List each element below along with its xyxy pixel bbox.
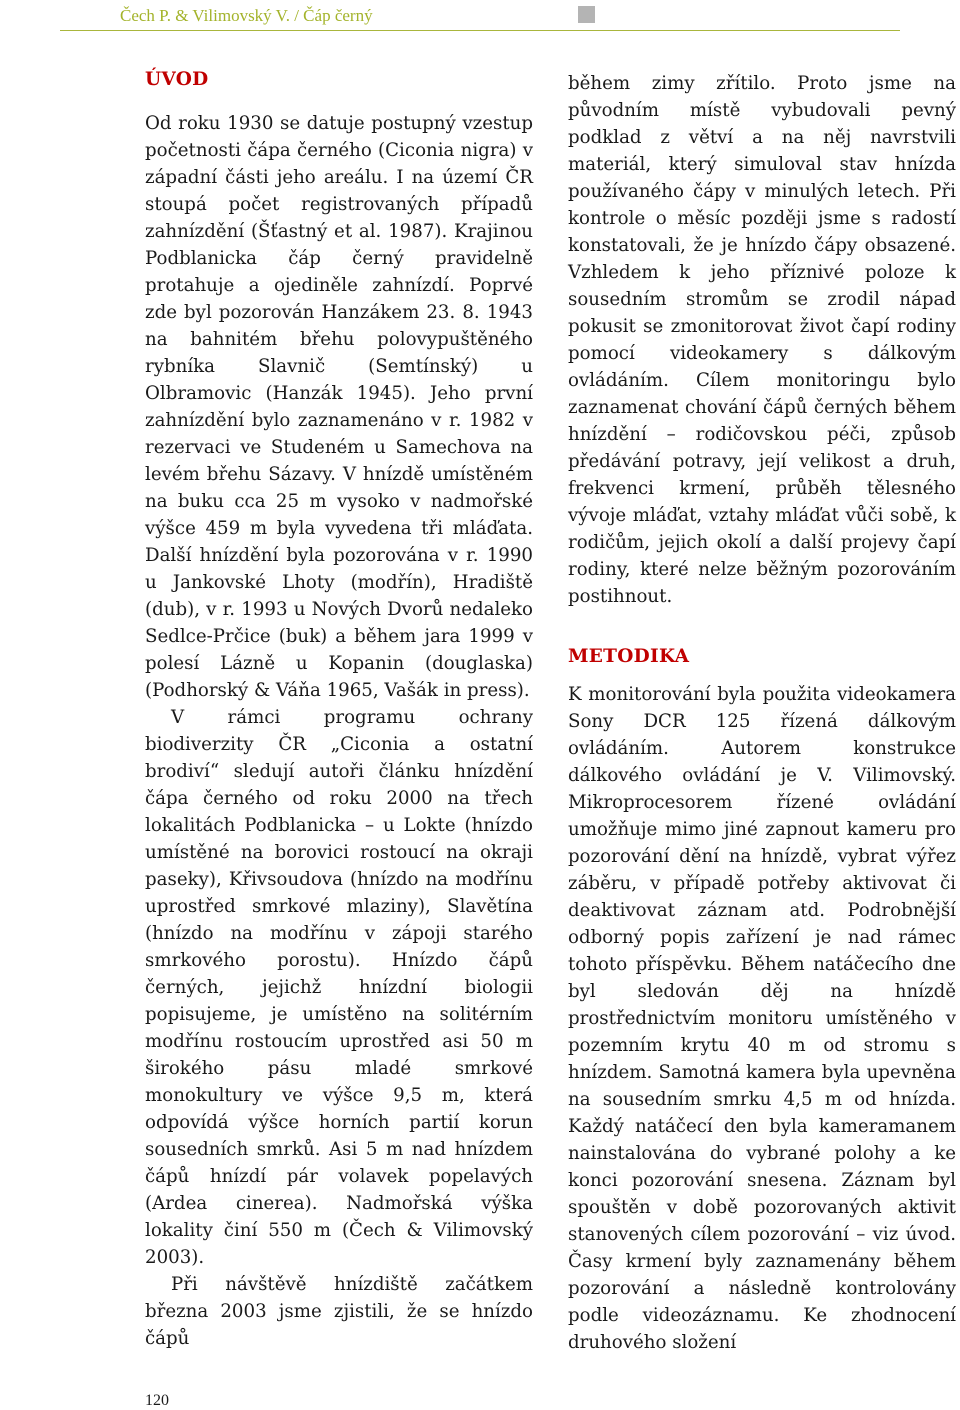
intro-paragraph-3: Při návštěvě hnízdiště začátkem března 2003 jsme zjistili, že se hnízdo čápů [145, 1274, 533, 1349]
intro-paragraph-2: V rámci programu ochrany biodiverzity ČR „Ciconia a ostatní brodiví“ sledují autoři článku hnízdění čápa černého od roku 2000 na třech lokalitách Podblanicka – u Lokte (hnízdo umístěné na borovici rostoucí na okraji paseky), Křivsoudova (hnízdo na modřínu uprostřed smrkové mlaziny), Slavětína (hnízdo na modřínu v zápoji starého smrkového porostu). Hnízdo čápů černých, jejichž hnízdní biologii popisujeme, je umístěno na solitérním modřínu rostoucím uprostřed asi 50 m širokého pásu mladé smrkové monokultury ve výšce 9,5 m, která odpovídá výšce horních partií korun sousedních smrků. Asi 5 m nad hnízdem čápů hnízdí pár volavek popelavých (Ardea cinerea). Nadmořská výška lokality činí 550 m (Čech & Vilimovský 2003). [145, 707, 533, 1268]
intro-paragraph-3-continued: během zimy zřítilo. Proto jsme na původním místě vybudovali pevný podklad z větví a na něj navrstvili materiál, který simuloval stav hnízda používaného čápy v minulých letech. Při kontrole o měsíc později jsme s radostí konstatovali, že je hnízdo čápy obsazené. Vzhledem k jeho příznivé poloze k sousedním stromům se zrodil nápad pokusit se zmonitorovat život čapí rodiny pomocí videokamery s dálkovým ovládáním. Cílem monitoringu bylo zaznamenat chování čápů černých během hnízdění – rodičovskou péči, způsob předávání potravy, její velikost a druh, frekvenci krmení, průběh tělesného vývoje mláďat, vztahy mláďat vůči sobě, k rodičům, jejich okolí a další projevy čapí rodiny, které nelze běžným pozorováním postihnout. [568, 73, 956, 607]
running-title: Čech P. & Vilimovský V. / Čáp černý [120, 6, 373, 25]
header-marker-square [578, 6, 595, 23]
intro-paragraph-1: Od roku 1930 se datuje postupný vzestup početnosti čápa černého (Ciconia nigra) v západní části jeho areálu. I na území ČR stoupá počet registrovaných případů zahnízdění (Šťastný et al. 1987). Krajinou Podblanicka čáp černý pravidelně protahuje a ojediněle zahnízdí. Poprvé zde byl pozorován Hanzákem 23. 8. 1943 na bahnitém břehu polovypuštěného rybníka Slavnič (Semtínský) u Olbramovic (Hanzák 1945). Jeho první zahnízdění bylo zaznamenáno v r. 1982 v rezervaci ve Studeném u Samechova na levém břehu Sázavy. V hnízdě umístěném na buku cca 25 m vysoko v nadmořské výšce 459 m byla vyvedena tři mláďata. Další hnízdění byla pozorována v r. 1990 u Jankovské Lhoty (modřín), Hradiště (dub), v r. 1993 u Nových Dvorů nedaleko Sedlce-Prčice (buk) a během jara 1999 v polesí Lázně u Kopanin (douglaska) (Podhorský & Váňa 1965, Vašák in press). [145, 113, 533, 701]
header-rule [60, 30, 900, 31]
methods-paragraph-1: K monitorování byla použita videokamera Sony DCR 125 řízená dálkovým ovládáním. Autorem konstrukce dálkového ovládání je V. Vilimovský. Mikroprocesorem řízené ovládání umožňuje mimo jiné zapnout kameru pro pozorování dění na hnízdě, vybrat výřez záběru, v případě potřeby aktivovat či deaktivovat záznam atd. Podrobnější odborný popis zařízení je nad rámec tohoto příspěvku. Během natáčecího dne byl sledován děj na hnízdě prostřednictvím monitoru umístěného v pozemním krytu 40 m od stromu s hnízdem. Samotná kamera byla upevněna na sousedním smrku 4,5 m od hnízda. Každý natáčecí den byla kameramanem nainstalována do vybrané polohy a ke konci pozorování snesena. Záznam byl spouštěn v době pozorovaných aktivit stanovených cílem pozorování – viz úvod. Časy krmení byly zaznamenány během pozorování a následně kontrolovány podle videozáznamu. Ke zhodnocení druhového složení [568, 684, 956, 1353]
intro-heading: ÚVOD [145, 69, 209, 90]
running-header [60, 0, 900, 32]
methods-heading: METODIKA [568, 646, 690, 667]
page-number: 120 [145, 1392, 169, 1409]
right-column [568, 66, 956, 1356]
left-column [145, 66, 533, 1352]
